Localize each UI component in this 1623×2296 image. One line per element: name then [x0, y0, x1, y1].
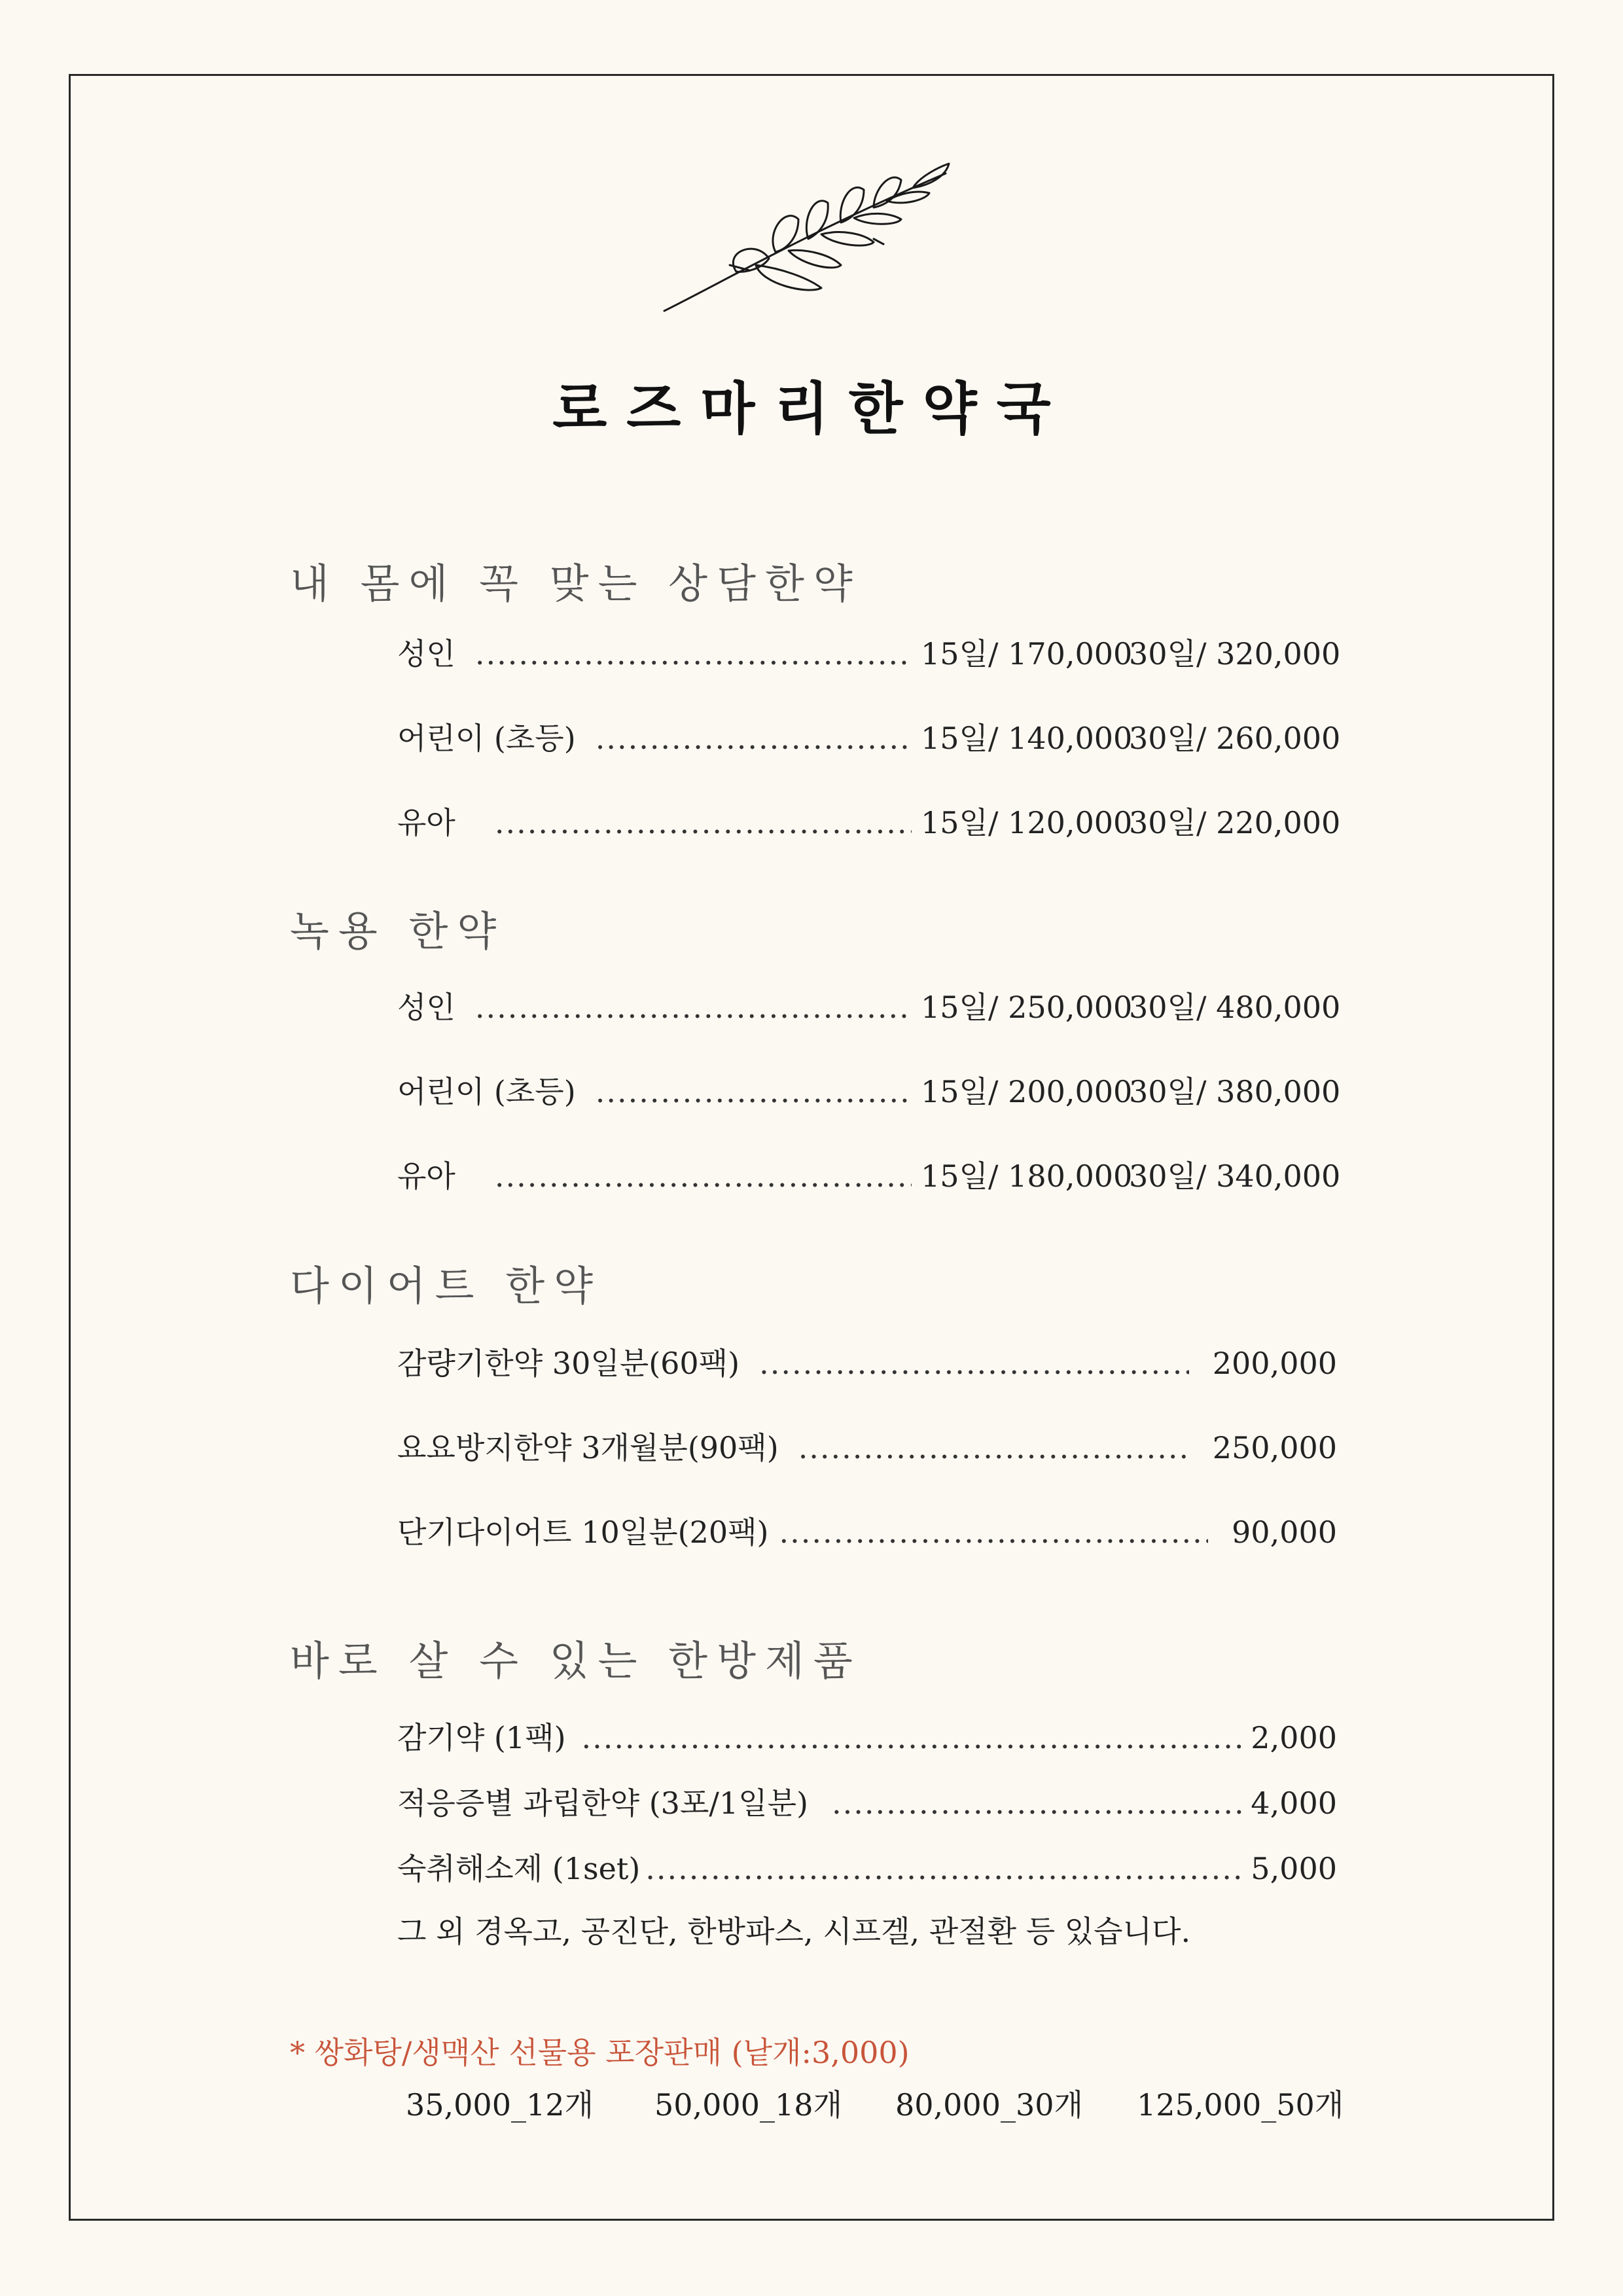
- consult-row-infant: [397, 799, 1341, 842]
- item-name: 감량기한약 30일분(60팩): [397, 1346, 740, 1381]
- section-title-products: 바로 살 수 있는 한방제품: [290, 1637, 862, 1685]
- price-30: 30일/ 340,000: [1129, 1158, 1341, 1194]
- gift-pack-4: 125,000_50개: [1137, 2087, 1344, 2123]
- price-15: 15일/ 120,000: [921, 805, 1133, 840]
- leader-dots: [475, 990, 912, 1025]
- price-15: 15일/ 140,000: [921, 721, 1133, 756]
- diet-row-2: [397, 1424, 1337, 1467]
- gift-pack-1: 35,000_12개: [406, 2087, 594, 2123]
- item-name: 요요방지한약 3개월분(90팩): [397, 1430, 779, 1465]
- antler-row-adult: [397, 984, 1341, 1027]
- price-30: 30일/ 220,000: [1129, 805, 1341, 840]
- leader-dots: [475, 636, 912, 672]
- item-name: 성인: [397, 636, 455, 672]
- diet-row-1: [397, 1340, 1337, 1383]
- leader-dots: [596, 1074, 912, 1109]
- leader-dots: [779, 1515, 1209, 1550]
- item-name: 감기약 (1팩): [397, 1720, 566, 1755]
- leader-dots: [759, 1346, 1189, 1381]
- section-title-diet: 다이어트 한약: [290, 1262, 603, 1310]
- leader-dots: [645, 1851, 1241, 1886]
- section-title-antler: 녹용 한약: [290, 907, 506, 955]
- leader-dots: [596, 721, 912, 756]
- price-30: 30일/ 380,000: [1129, 1074, 1341, 1109]
- leader-dots: [495, 805, 912, 840]
- consult-row-adult: [397, 630, 1341, 673]
- item-name: 숙취해소제 (1set): [397, 1851, 641, 1886]
- item-price: 4,000: [1251, 1785, 1337, 1821]
- price-15: 15일/ 180,000: [921, 1158, 1133, 1194]
- item-price: 2,000: [1251, 1720, 1337, 1755]
- item-name: 단기다이어트 10일분(20팩): [397, 1515, 769, 1550]
- item-name: 어린이 (초등): [397, 1074, 576, 1109]
- price-15: 15일/ 250,000: [921, 990, 1133, 1025]
- item-name: 어린이 (초등): [397, 721, 576, 756]
- rosemary-sprig-icon: [658, 160, 959, 317]
- price-30: 30일/ 480,000: [1129, 990, 1341, 1025]
- page-title: 로즈마리한약국: [552, 376, 1071, 442]
- gift-note: * 쌍화탕/생맥산 선물용 포장판매 (낱개:3,000): [290, 2035, 910, 2070]
- product-row-2: [397, 1780, 1337, 1823]
- product-row-3: [397, 1845, 1337, 1888]
- consult-row-child: [397, 715, 1341, 758]
- products-extra-note: 그 외 경옥고, 공진단, 한방파스, 시프겔, 관절환 등 있습니다.: [397, 1914, 1191, 1949]
- product-row-1: [397, 1714, 1337, 1757]
- gift-pack-2: 50,000_18개: [654, 2087, 842, 2123]
- leader-dots: [582, 1720, 1242, 1755]
- leader-dots: [495, 1158, 912, 1194]
- item-name: 적응증별 과립한약 (3포/1일분): [397, 1785, 808, 1821]
- item-name: 유아: [397, 805, 455, 840]
- gift-pack-3: 80,000_30개: [895, 2087, 1083, 2123]
- item-name: 유아: [397, 1158, 455, 1194]
- item-price: 90,000: [1232, 1515, 1337, 1550]
- section-title-consult: 내 몸에 꼭 맞는 상담한약: [290, 560, 862, 607]
- leader-dots: [832, 1785, 1241, 1821]
- leader-dots: [798, 1430, 1189, 1465]
- item-price: 200,000: [1212, 1346, 1337, 1381]
- antler-row-child: [397, 1068, 1341, 1111]
- price-30: 30일/ 260,000: [1129, 721, 1341, 756]
- diet-row-3: [397, 1509, 1337, 1552]
- price-30: 30일/ 320,000: [1129, 636, 1341, 672]
- antler-row-infant: [397, 1153, 1341, 1196]
- item-price: 5,000: [1251, 1851, 1337, 1886]
- price-15: 15일/ 170,000: [921, 636, 1133, 672]
- price-15: 15일/ 200,000: [921, 1074, 1133, 1109]
- item-price: 250,000: [1212, 1430, 1337, 1465]
- item-name: 성인: [397, 990, 455, 1025]
